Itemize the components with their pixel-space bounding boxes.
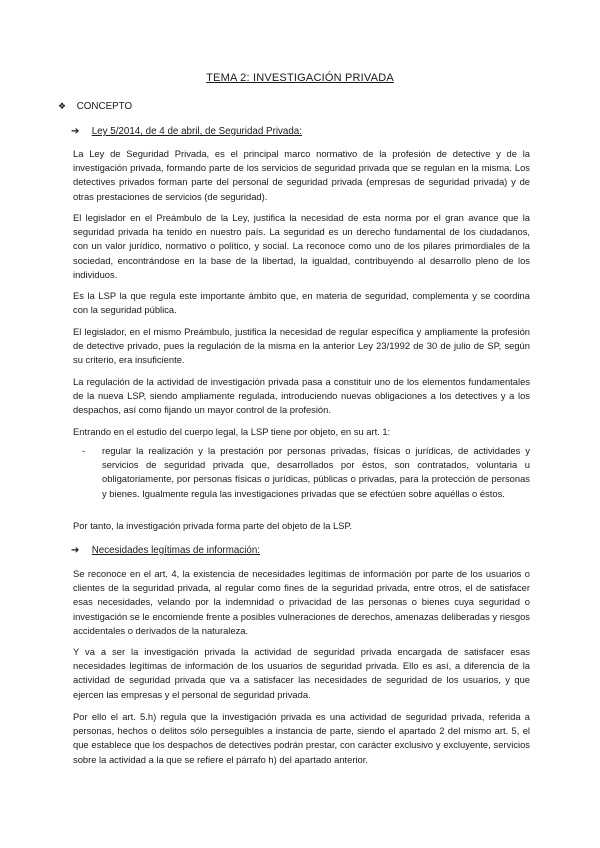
paragraph-10: Por ello el art. 5.h) regula que la investigación privada es una actividad de seguridad privada, referida a personas, hechos o delitos sólo perseguibles a instancia de parte, siendo el apartado 2 del mismo art. 5, el que establece que los despachos de detectives podrán prestar, con carácter exclusivo y excluyente, servicios sobre la actividad a la que se refiere el párrafo h) del apartado anterior. [73, 711, 530, 765]
list-item-text: regular la realización y la prestación por personas privadas, físicas o jurídicas, de actividades y servicios de seguridad privada que, desarrollados por éstos, son contratados, voluntaria u obligatoriamente, por personas físicas o jurídicas, públicas o privadas, para la protección de personas y bienes. Igualmente regula las investigaciones privadas que se efectúen sobre aquéllas o éstos. [102, 445, 530, 499]
paragraph-2: El legislador en el Preámbulo de la Ley, justifica la necesidad de esta norma por el gran avance que la seguridad privada ha tenido en nuestro país. La seguridad es un derecho fundamental de los ciudadanos, con un valor jurídico, normativo o político, y social. La reconoce como uno de los pilares primordiales de la sociedad, encontrándose en la base de la libertad, la igualdad, contribuyendo al desarrollo pleno de los individuos. [73, 212, 530, 280]
list-item [82, 444, 530, 501]
paragraph-7: Por tanto, la investigación privada forma parte del objeto de la LSP. [73, 520, 353, 531]
concept-label: CONCEPTO [76, 101, 133, 112]
paragraph-4: El legislador, en el mismo Preámbulo, justifica la necesidad de regular específica y ampliamente la profesión de detective privado, pues la regulación de la misma en la anterior Ley 23/1992 de 30 de julio de SP, según su criterio, era insuficiente. [73, 326, 530, 366]
diamond-bullet-icon: ❖ [58, 101, 67, 111]
section-heading-ley [71, 126, 302, 137]
document-title: TEMA 2: INVESTIGACIÓN PRIVADA [206, 72, 394, 84]
section-heading-text: Ley 5/2014, de 4 de abril, de Seguridad Privada: [91, 126, 302, 137]
arrow-icon: ➔ [71, 126, 80, 137]
section-heading-text: Necesidades legítimas de información: [91, 545, 260, 556]
paragraph-9: Y va a ser la investigación privada la actividad de seguridad privada encargada de satisfacer esas necesidades legítimas de información de los usuarios de seguridad privada. Ello es así, a diferencia de la actividad de seguridad privada que va a satisfacer las necesidades de seguridad de los usuarios, y que ejercen las empresas y el personal de seguridad privada. [73, 646, 530, 700]
list-dash: - [82, 445, 86, 456]
paragraph-8: Se reconoce en el art. 4, la existencia de necesidades legítimas de información por parte de los usuarios o clientes de la seguridad privada, al regular como fines de la seguridad privada, entre otros, el de satisfacer esas necesidades, velando por la indemnidad o privacidad de las personas o bienes cuya seguridad o investigación se le encomiende frente a posibles vulneraciones de derechos, amenazas deliberadas y riesgos accidentales o derivados de la naturaleza. [73, 568, 530, 636]
concept-heading [58, 101, 132, 112]
paragraph-3: Es la LSP la que regula este importante ámbito que, en materia de seguridad, complementa y se coordina con la seguridad pública. [73, 290, 530, 316]
section-heading-necesidades [71, 545, 260, 556]
paragraph-6: Entrando en el estudio del cuerpo legal, la LSP tiene por objeto, en su art. 1: [73, 426, 391, 437]
paragraph-1: La Ley de Seguridad Privada, es el principal marco normativo de la profesión de detective y de la investigación privada, formando parte de los servicios de seguridad privada que se regulan en la misma. Los detectives privados forman parte del personal de seguridad privada (empresas de seguridad privada) y de otras prestaciones de servicios (de seguridad). [73, 148, 530, 202]
paragraph-5: La regulación de la actividad de investigación privada pasa a constituir uno de los elementos fundamentales de la nueva LSP, siendo ampliamente regulada, introduciendo nuevas obligaciones a los detectives y a los despachos, así como fijando un mayor control de la profesión. [73, 376, 530, 416]
arrow-icon: ➔ [71, 545, 80, 556]
